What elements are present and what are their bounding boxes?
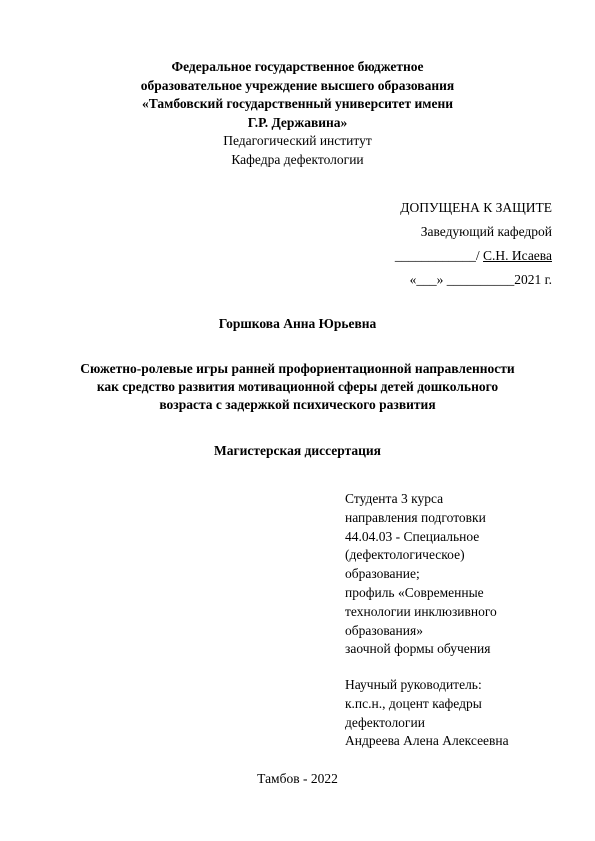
institute-name: Педагогический институт [223, 133, 372, 148]
student-info-line: профиль «Современные [345, 584, 484, 600]
student-info-line: образования» [345, 622, 423, 638]
advisor-info-line: к.пс.н., доцент кафедры [345, 695, 482, 711]
approval-block [395, 196, 552, 292]
thesis-topic [0, 360, 595, 414]
topic-line: как средство развития мотивационной сферы детей дошкольного [96, 379, 499, 394]
advisor-info [345, 676, 565, 751]
header-line: Федеральное государственное бюджетное [171, 59, 424, 74]
student-info [345, 490, 565, 659]
approval-title: ДОПУЩЕНА К ЗАЩИТЕ [400, 200, 552, 215]
department-name: Кафедра дефектологии [231, 151, 364, 167]
student-info-line: 44.04.03 - Специальное [345, 528, 480, 544]
student-info-line: технологии инклюзивного [345, 603, 497, 619]
document-type: Магистерская диссертация [213, 443, 381, 458]
advisor-info-line: Научный руководитель: [345, 677, 482, 692]
student-info-line: заочной формы обучения [345, 641, 491, 657]
city-year: Тамбов - 2022 [257, 771, 338, 786]
approval-signature [395, 244, 552, 268]
advisor-info-line: дефектологии [345, 714, 425, 730]
student-info-line: (дефектологическое) [345, 547, 465, 563]
signature-blank: ____________/ [394, 248, 484, 263]
student-info-line: Студента 3 курса [345, 491, 444, 506]
header-line: «Тамбовский государственный университет имени [141, 96, 454, 111]
advisor-info-line: Андреева Алена Алексеевна [345, 733, 509, 749]
student-info-line: направления подготовки [345, 509, 486, 525]
header-line: Г.Р. Державина» [247, 114, 348, 130]
approval-position: Заведующий кафедрой [420, 224, 552, 239]
student-info-line: образование; [345, 566, 420, 582]
approval-date: «___» __________2021 г. [409, 272, 552, 287]
signature-name: С.Н. Исаева [483, 248, 552, 263]
topic-line: Сюжетно-ролевые игры ранней профориентационной направленности [80, 361, 515, 376]
institution-header [0, 58, 595, 169]
topic-line: возраста с задержкой психического развития [159, 397, 436, 412]
author-name: Горшкова Анна Юрьевна [218, 316, 377, 331]
header-line: образовательное учреждение высшего образования [140, 77, 455, 93]
